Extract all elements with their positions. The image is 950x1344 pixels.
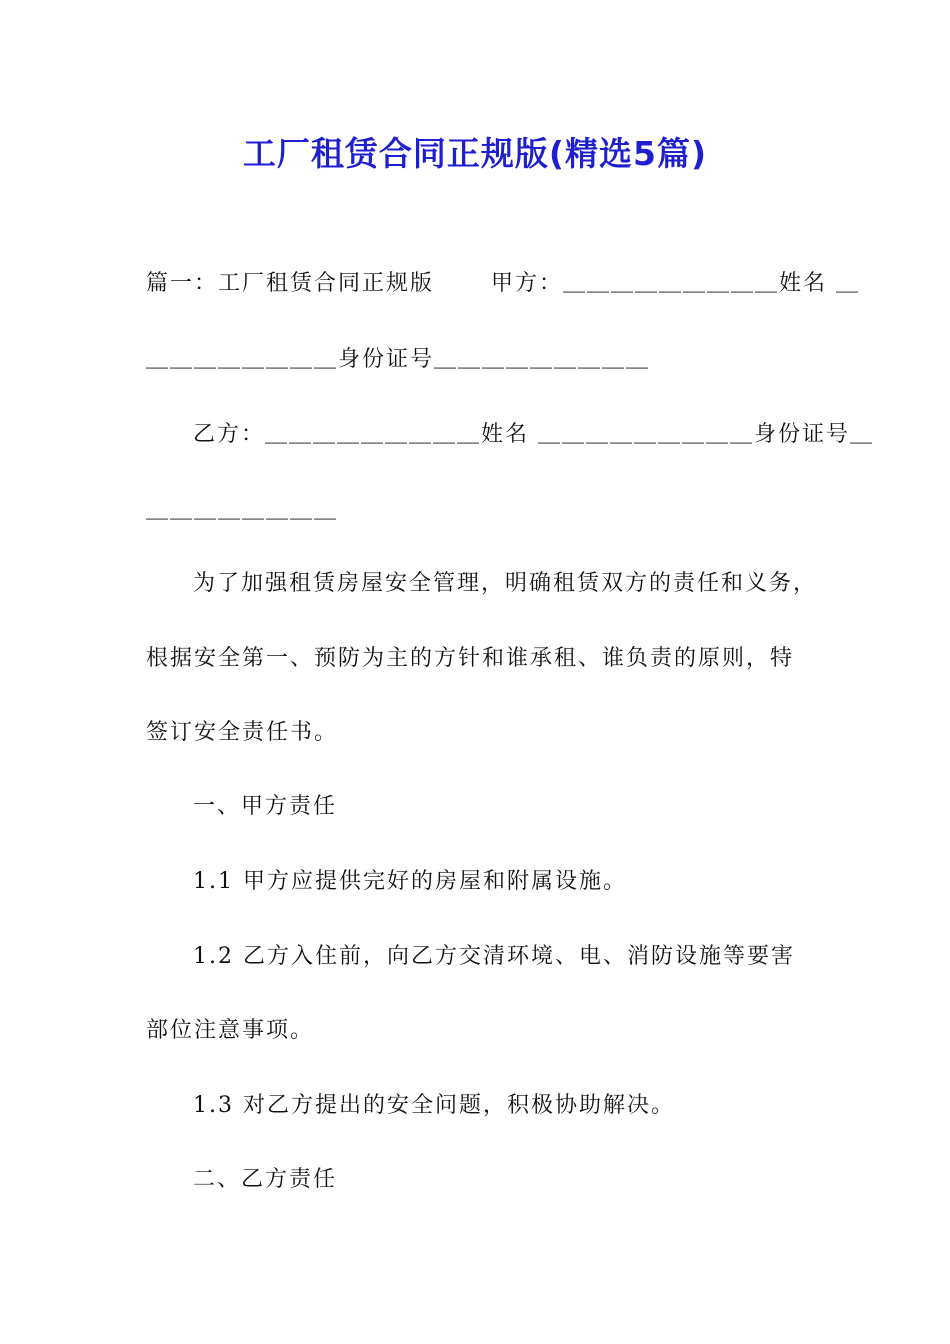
- clause-1-2-line-2: 部位注意事项。: [146, 1018, 315, 1043]
- party-a-line: 篇一：工厂租赁合同正规版 甲方：＿＿＿＿＿＿＿＿＿姓名 ＿: [146, 271, 860, 296]
- section-heading-party-b: 二、乙方责任: [193, 1167, 338, 1192]
- party-a-id-line: ＿＿＿＿＿＿＿＿身份证号＿＿＿＿＿＿＿＿＿: [146, 347, 651, 372]
- clause-1-2-line-1: 1.2 乙方入住前，向乙方交清环境、电、消防设施等要害: [193, 944, 795, 969]
- intro-paragraph-line-3: 签订安全责任书。: [146, 720, 339, 745]
- intro-paragraph-line-1: 为了加强租赁房屋安全管理，明确租赁双方的责任和义务，: [193, 571, 818, 596]
- party-b-id-line: ＿＿＿＿＿＿＿＿: [146, 498, 339, 523]
- clause-1-1: 1.1 甲方应提供完好的房屋和附属设施。: [193, 869, 627, 894]
- section-heading-party-a: 一、甲方责任: [193, 794, 338, 819]
- document-title: 工厂租赁合同正规版(精选5篇): [242, 134, 708, 173]
- clause-1-3: 1.3 对乙方提出的安全问题，积极协助解决。: [193, 1093, 675, 1118]
- party-b-line: 乙方：＿＿＿＿＿＿＿＿＿姓名 ＿＿＿＿＿＿＿＿＿身份证号＿: [193, 422, 874, 447]
- intro-paragraph-line-2: 根据安全第一、预防为主的方针和谁承租、谁负责的原则，特: [146, 646, 795, 671]
